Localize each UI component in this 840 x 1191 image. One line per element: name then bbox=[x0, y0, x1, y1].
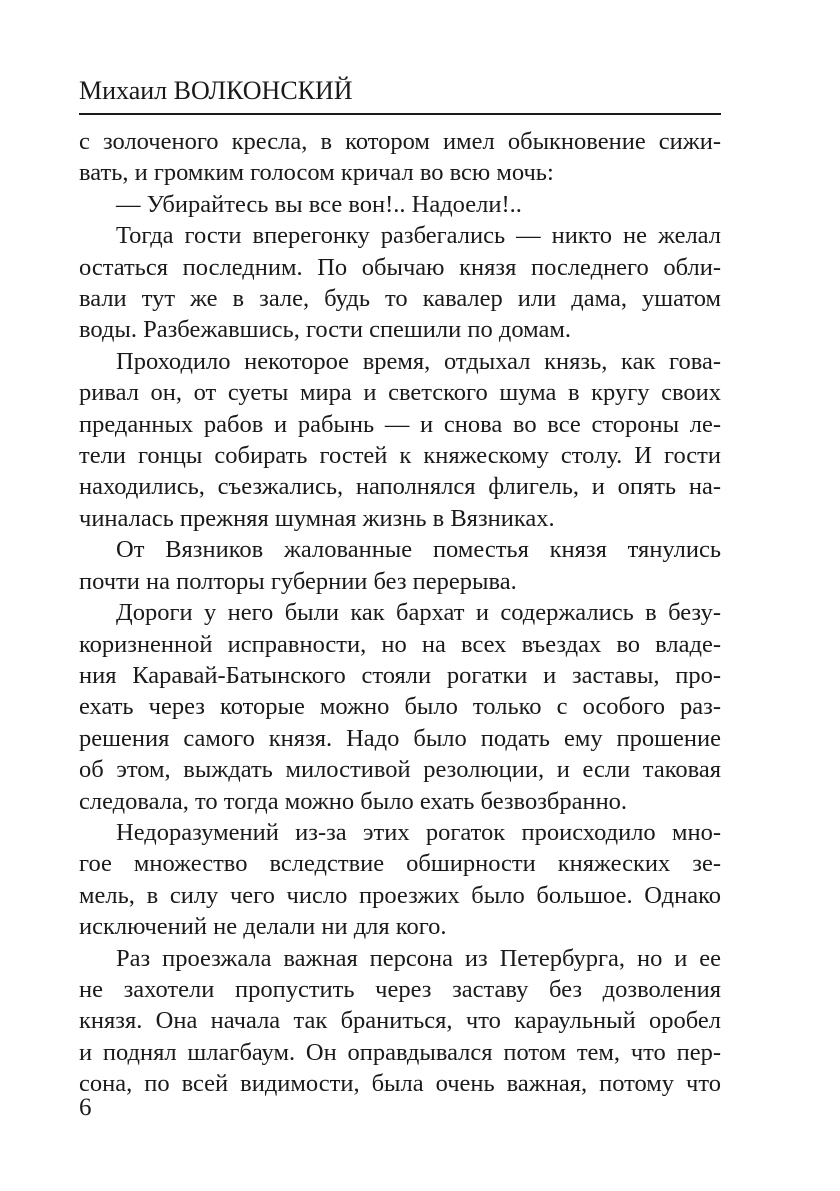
text-line: князя. Она начала так браниться, что караульный оробел bbox=[79, 1007, 721, 1035]
text-line: не захотели пропустить через заставу без дозволения bbox=[79, 975, 721, 1003]
text-line: с золоченого кресла, в котором имел обыкновение сижи- bbox=[79, 128, 721, 155]
text-line: Раз проезжала важная персона из Петербурга, но и ее bbox=[116, 944, 721, 972]
text-line: ривал он, от суеты мира и светского шума в кругу своих bbox=[79, 379, 721, 407]
text-line: Недоразумений из-за этих рогаток происходило мно- bbox=[116, 818, 721, 846]
text-line: мель, в силу чего число проезжих было большое. Однако bbox=[79, 881, 721, 909]
body-text bbox=[79, 126, 721, 1100]
text-line: и поднял шлагбаум. Он оправдывался потом тем, что пер- bbox=[79, 1038, 721, 1066]
running-header-title: Михаил ВОЛКОНСКИЙ bbox=[79, 76, 353, 105]
text-line: Проходило некоторое время, отдыхал князь, как гова- bbox=[116, 347, 721, 375]
text-line: исключений не делали ни для кого. bbox=[79, 913, 447, 941]
text-line: вать, и громким голосом кричал во всю мочь: bbox=[79, 159, 554, 187]
text-line: решения самого князя. Надо было подать ему прошение bbox=[79, 724, 721, 752]
text-line: гое множество вследствие обширности княжеских зе- bbox=[79, 850, 721, 878]
text-line: находились, съезжались, наполнялся флигель, и опять на- bbox=[79, 473, 721, 501]
text-line: Дороги у него были как бархат и содержались в безу- bbox=[116, 599, 721, 627]
text-line: воды. Разбежавшись, гости спешили по домам. bbox=[79, 316, 571, 344]
text-line: тели гонцы собирать гостей к княжескому столу. И гости bbox=[79, 442, 721, 470]
text-line: сона, по всей видимости, была очень важная, потому что bbox=[79, 1070, 721, 1098]
text-line: Тогда гости вперегонку разбегались — никто не желал bbox=[116, 222, 721, 250]
text-line: чиналась прежняя шумная жизнь в Вязниках. bbox=[79, 504, 555, 532]
page-number: 6 bbox=[79, 1094, 92, 1121]
text-line: об этом, выждать милостивой резолюции, и если таковая bbox=[79, 756, 721, 784]
text-line: преданных рабов и рабынь — и снова во все стороны ле- bbox=[79, 410, 721, 438]
text-line: От Вязников жалованные поместья князя тянулись bbox=[116, 536, 721, 564]
text-line: следовала, то тогда можно было ехать безвозбранно. bbox=[79, 787, 628, 815]
text-line: ния Каравай-Батынского стояли рогатки и заставы, про- bbox=[79, 661, 721, 689]
text-line: — Убирайтесь вы все вон!.. Надоели!.. bbox=[116, 190, 522, 218]
text-line: почти на полторы губернии без перерыва. bbox=[79, 567, 517, 595]
running-header bbox=[79, 74, 721, 115]
text-line: ехать через которые можно было только с особого раз- bbox=[79, 693, 721, 721]
text-line: вали тут же в зале, будь то кавалер или дама, ушатом bbox=[79, 285, 721, 313]
text-line: коризненной исправности, но на всех въездах во владе- bbox=[79, 630, 721, 658]
text-line: остаться последним. По обычаю князя последнего обли- bbox=[79, 253, 721, 281]
